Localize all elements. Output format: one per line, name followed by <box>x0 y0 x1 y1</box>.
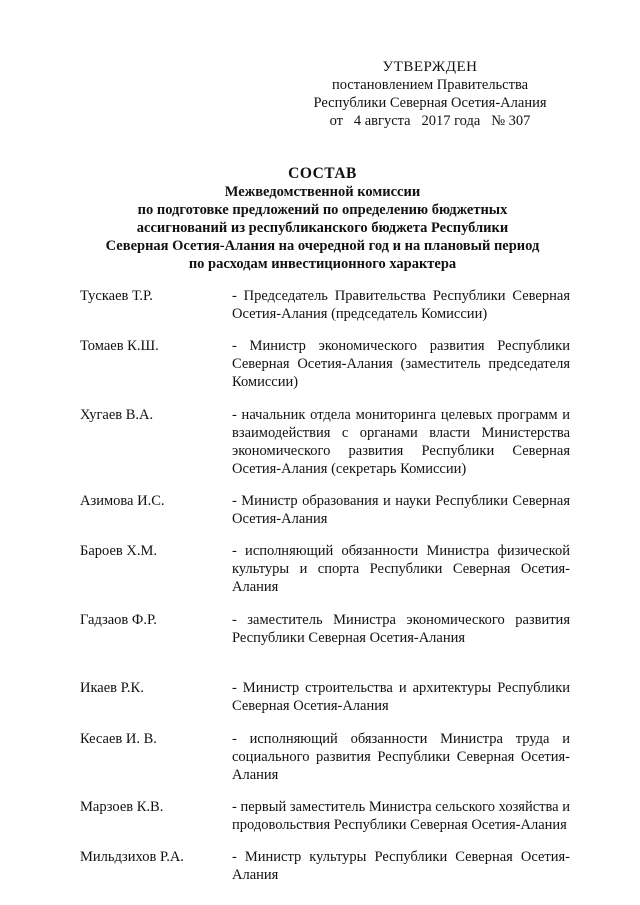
member-name: Гадзаов Ф.Р. <box>80 612 157 628</box>
member-name: Кесаев И. В. <box>80 731 157 747</box>
member-row <box>80 848 570 884</box>
member-role: - первый заместитель Министра сельского хозяйства и продовольствия Республики Северная Осетия-Алания <box>232 799 570 833</box>
heading-line-1: Межведомственной комиссии <box>224 184 421 200</box>
member-row <box>80 542 570 596</box>
members-list <box>80 287 570 884</box>
member-role: - исполняющий обязанности Министра труда и социального развития Республики Северная Осетия-Алания <box>232 731 570 783</box>
approval-line-2: Республики Северная Осетия-Алания <box>313 95 547 111</box>
member-name: Марзоев К.В. <box>80 799 164 815</box>
approval-stamp-title: УТВЕРЖДЕН <box>382 59 478 75</box>
member-row <box>80 798 570 834</box>
member-role: - начальник отдела мониторинга целевых программ и взаимодействия с органами власти Министерства экономического развития Республики Северная Осетия-Алания (секретарь Комиссии) <box>232 407 570 477</box>
approval-line-1: постановлением Правительства <box>331 77 529 93</box>
approval-block <box>300 58 560 130</box>
member-row <box>80 679 570 715</box>
heading-line-2: по подготовке предложений по определению бюджетных <box>137 202 508 218</box>
document-heading <box>60 165 585 273</box>
member-name: Бароев Х.М. <box>80 543 157 559</box>
member-name: Хугаев В.А. <box>80 407 154 423</box>
member-role: - Министр экономического развития Республики Северная Осетия-Алания (заместитель председателя Комиссии) <box>232 338 570 390</box>
heading-line-3: ассигнований из республиканского бюджета Республики <box>136 220 509 236</box>
member-role: - заместитель Министра экономического развития Республики Северная Осетия-Алания <box>232 612 570 646</box>
member-row <box>80 337 570 391</box>
member-row <box>80 406 570 478</box>
member-name: Икаев Р.К. <box>80 680 144 696</box>
member-role: - исполняющий обязанности Министра физической культуры и спорта Республики Северная Осетия-Алания <box>232 543 570 595</box>
member-name: Азимова И.С. <box>80 493 165 509</box>
member-row <box>80 611 570 647</box>
member-row <box>80 287 570 323</box>
approval-date-number: от 4 августа 2017 года № 307 <box>329 113 531 129</box>
member-row <box>80 730 570 784</box>
member-name: Мильдзихов Р.А. <box>80 849 184 865</box>
member-name: Томаев К.Ш. <box>80 338 159 354</box>
member-role: - Председатель Правительства Республики Северная Осетия-Алания (председатель Комиссии) <box>232 288 570 322</box>
heading-line-4: Северная Осетия-Алания на очередной год и на плановый период <box>105 238 540 254</box>
member-role: - Министр образования и науки Республики Северная Осетия-Алания <box>232 493 570 527</box>
member-role: - Министр культуры Республики Северная Осетия-Алания <box>232 849 570 883</box>
member-row <box>80 492 570 528</box>
member-role: - Министр строительства и архитектуры Республики Северная Осетия-Алания <box>232 680 570 714</box>
document-title: СОСТАВ <box>288 165 357 182</box>
member-name: Тускаев Т.Р. <box>80 288 153 304</box>
heading-line-5: по расходам инвестиционного характера <box>188 256 457 272</box>
